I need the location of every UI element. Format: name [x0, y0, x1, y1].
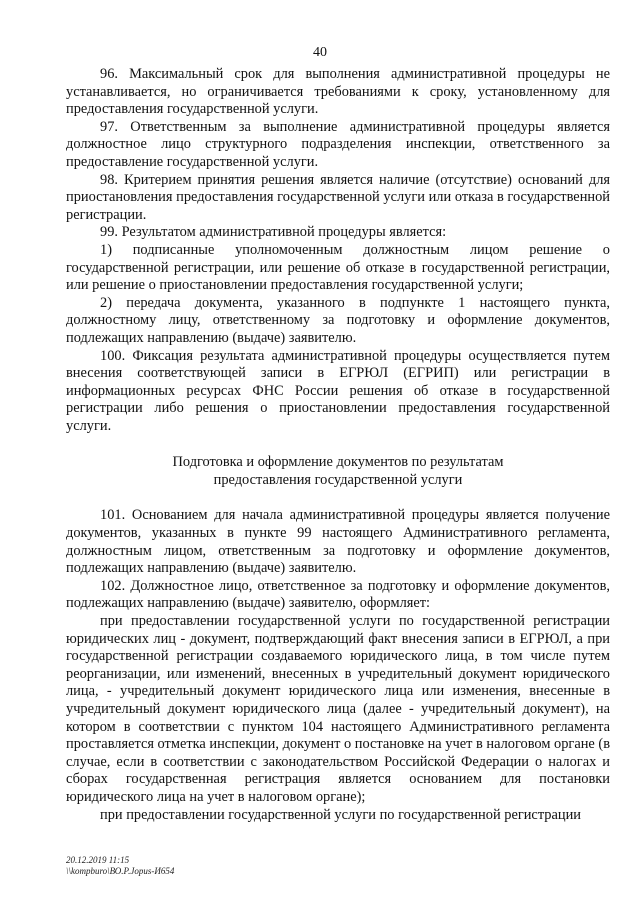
paragraph-96: 96. Максимальный срок для выполнения административной процедуры не устанавливается, но ограничивается требованиями к сроку, установленному для предоставления государственной услуги.	[66, 66, 610, 118]
paragraph-97: 97. Ответственным за выполнение административной процедуры является должностное лицо структурного подразделения инспекции, ответственного за предоставление государственной услуги.	[66, 118, 610, 170]
section-heading-line-1: Подготовка и оформление документов по результатам	[172, 454, 504, 471]
section-heading	[66, 453, 610, 489]
paragraph-102-legal-entities: при предоставлении государственной услуги по государственной регистрации юридических лиц - документ, подтверждающий факт внесения записи в ЕГРЮЛ, а при государственной регистрации создаваемого юридического лица, в том числе путем реорганизации, или изменений, внесенных в учредительный документ юридического лица, - учредительный документ юридического лица или изменения, внесенные в учредительный документ юридического лица (далее - учредительный документ), на котором в соответствии с пунктом 104 настоящего Административного регламента проставляется отметка инспекции, документ о постановке на учет в налоговом органе (в случае, если в соответствии с законодательством Российской Федерации о налогах и сборах государственная регистрация является основанием для постановки юридического лица на учет в налоговом органе);	[66, 613, 610, 805]
document-body	[66, 66, 610, 824]
paragraph-99-item-1: 1) подписанные уполномоченным должностным лицом решение о государственной регистрации, или решение об отказе в государственной регистрации, или решение о приостановлении предоставления государственной услуги;	[66, 241, 610, 294]
paragraph-100: 100. Фиксация результата административной процедуры осуществляется путем внесения соответствующей записи в ЕГРЮЛ (ЕГРИП) или регистрации в информационных ресурсах ФНС России решения об отказе в государственной регистрации либо решения о приостановлении предоставления государственной услуги.	[66, 347, 610, 434]
footer-path: \\kompburo\ВО.Р.Jopus-И654	[66, 866, 175, 876]
paragraph-99: 99. Результатом административной процедуры является:	[100, 224, 447, 241]
paragraph-102-next: при предоставлении государственной услуги по государственной регистрации	[100, 806, 581, 823]
section-heading-line-2: предоставления государственной услуги	[213, 472, 463, 489]
footer-stamp	[66, 855, 174, 877]
footer-date: 20.12.2019 11:15	[66, 855, 130, 865]
paragraph-99-item-2: 2) передача документа, указанного в подпункте 1 настоящего пункта, должностному лицу, ответственному за подготовку и оформление документов, подлежащих направлению (выдаче) заявителю.	[66, 294, 610, 346]
paragraph-101: 101. Основанием для начала административной процедуры является получение документов, указанных в пункте 99 настоящего Административного регламента, должностным лицом, ответственным за подготовку и оформление документов, подлежащих направлению (выдаче) заявителю.	[66, 507, 610, 577]
paragraph-98: 98. Критерием принятия решения является наличие (отсутствие) оснований для приостановления предоставления государственной услуги или отказа в государственной регистрации.	[66, 171, 610, 223]
page-number: 40	[313, 45, 327, 60]
paragraph-102: 102. Должностное лицо, ответственное за подготовку и оформление документов, подлежащих направлению (выдаче) заявителю, оформляет:	[66, 577, 610, 612]
